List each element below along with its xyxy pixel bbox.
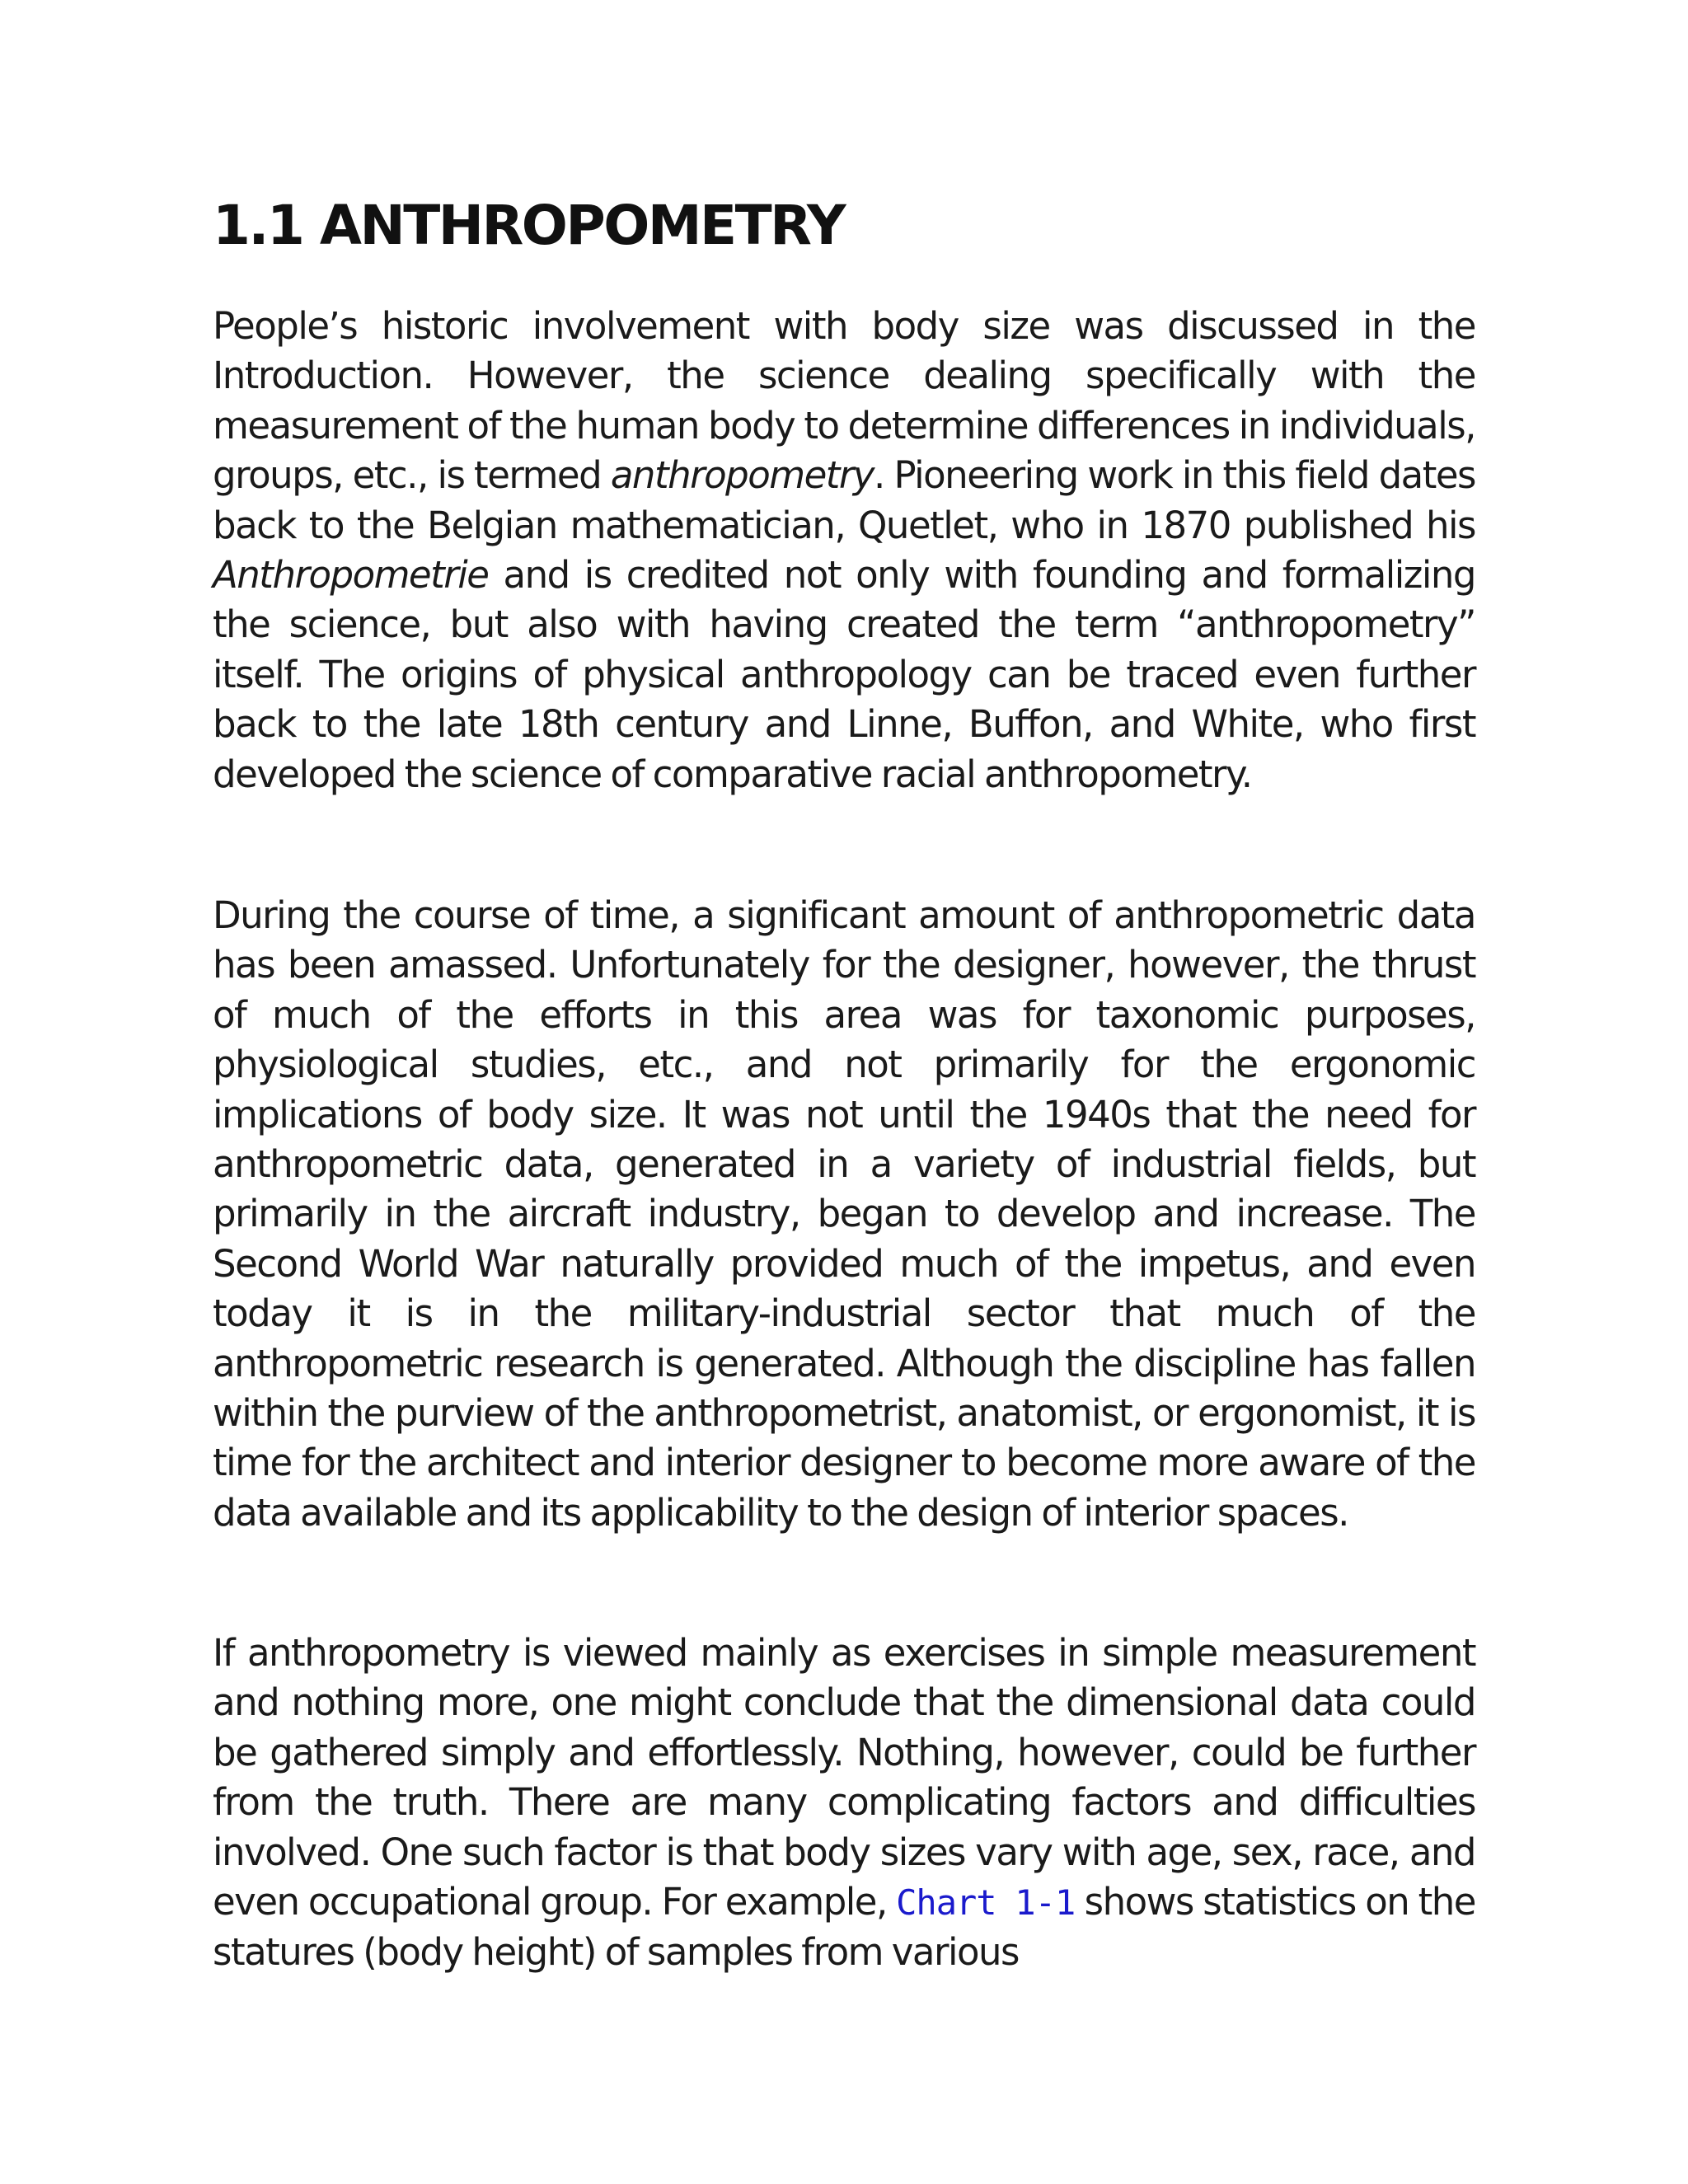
paragraph-3-text-a: If anthropometry is viewed mainly as exercises in simple measurement and nothing more, one might conclude that the dimensional data could be gathered simply and effortlessly. Nothing, however, could be further from the truth. There are many complicating factors and difficulties involved. One such factor is that body sizes vary with age, sex, race, and even occupational group. For example, <box>213 1631 1475 1924</box>
term-anthropometry: anthropometry <box>610 453 874 498</box>
paragraph-2: During the course of time, a significant amount of anthropometric data has been amassed. Unfortunately for the designer, however, the thrust of much of the efforts in this area was for taxonomic purposes, physiological studies, etc., and not primarily for the ergonomic implications of body size. It was not until the 1940s that the need for anthropometric data, generated in a variety of industrial fields, but primarily in the aircraft industry, began to develop and increase. The Second World War naturally provided much of the impetus, and even today it is in the military-industrial sector that much of the anthropometric research is generated. Although the discipline has fallen within the purview of the anthropometrist, anatomist, or ergonomist, it is time for the architect and interior designer to become more aware of the data available and its applicability to the design of interior spaces. <box>213 893 1475 1535</box>
chart-reference-link[interactable]: Chart 1-1 <box>896 1882 1076 1924</box>
paragraph-1-text-a: People’s historic involvement with body size was discussed in the Introduction. However, the science dealing specifically with the measurement of the human body to determine differences in individuals, groups, etc., is termed <box>213 304 1475 498</box>
paragraph-1 <box>213 302 1475 799</box>
paragraph-1-text-c: and is credited not only with founding and formalizing the science, but also with having created the term “anthropometry” itself. The origins of physical anthropology can be traced even further back to the late 18th century and Linne, Buffon, and White, who first developed the science of comparative racial anthropometry. <box>213 553 1475 796</box>
document-page <box>213 0 1475 2184</box>
paragraph-3 <box>213 1629 1475 1978</box>
book-title-anthropometrie: Anthropometrie <box>213 553 489 598</box>
paragraph-1-text-b: . Pioneering work in this field dates back to the Belgian mathematician, Quetlet, who in 1870 published his <box>213 453 1475 547</box>
paragraph-3-text-b: shows statistics on the statures (body height) of samples from various <box>213 1880 1475 1975</box>
section-heading: 1.1 ANTHROPOMETRY <box>213 194 845 257</box>
